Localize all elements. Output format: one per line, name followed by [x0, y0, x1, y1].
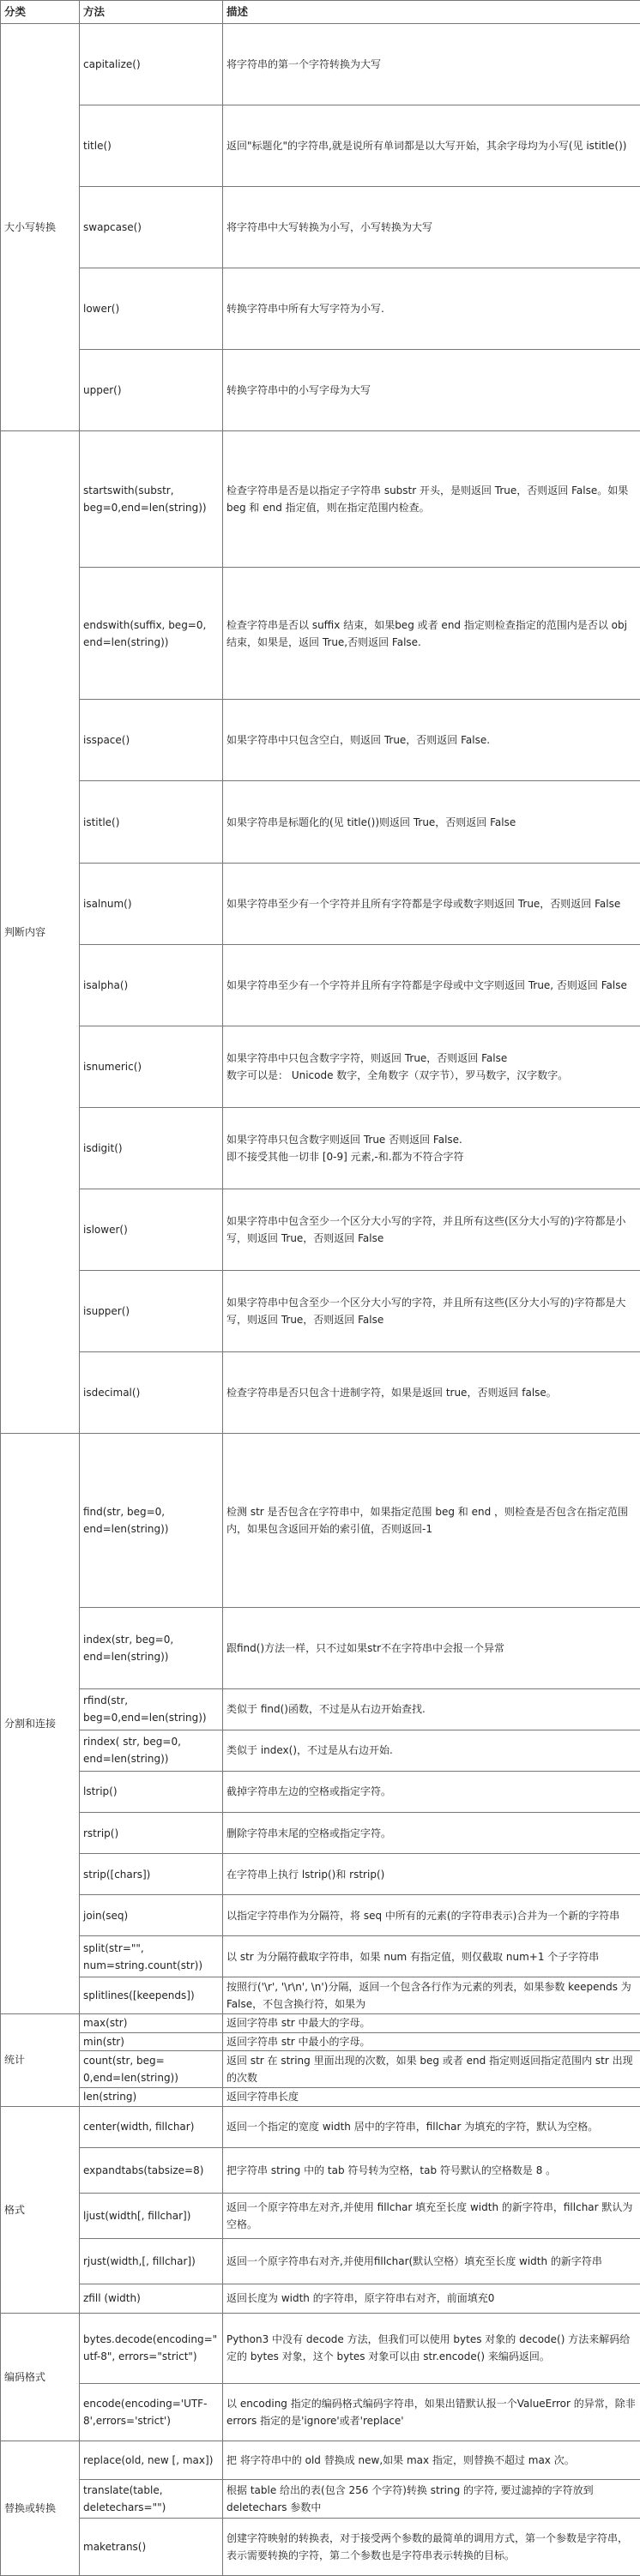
table-row	[1, 1688, 640, 1730]
method-cell: rfind(str, beg=0,end=len(string))	[80, 1688, 223, 1730]
method-cell: join(seq)	[80, 1895, 223, 1936]
table-row	[1, 105, 640, 187]
table-row	[1, 1977, 640, 2014]
table-row	[1, 863, 640, 944]
method-cell: isupper()	[80, 1271, 223, 1352]
table-row	[1, 2238, 640, 2284]
table-row	[1, 2480, 640, 2519]
method-cell: encode(encoding='UTF-8',errors='strict')	[80, 2383, 223, 2441]
description-cell: 返回长度为 width 的字符串，原字符串右对齐，前面填充0	[223, 2284, 640, 2314]
table-row	[1, 2193, 640, 2238]
method-cell: startswith(substr, beg=0,end=len(string))	[80, 431, 223, 568]
description-cell: 返回字符串长度	[223, 2088, 640, 2106]
method-cell: isspace()	[80, 700, 223, 781]
method-cell: split(str="", num=string.count(str))	[80, 1936, 223, 1977]
description-cell: 将字符串中大写转换为小写，小写转换为大写	[223, 187, 640, 268]
method-cell: swapcase()	[80, 187, 223, 268]
table-row	[1, 2032, 640, 2050]
description-cell: 按照行('\r', '\r\n', \n')分隔，返回一个包含各行作为元素的列表，如果参数 keepends 为 False，不包含换行符，如果为	[223, 1977, 640, 2014]
table-row	[1, 1107, 640, 1189]
method-cell: ljust(width[, fillchar])	[80, 2193, 223, 2238]
description-cell: 如果字符串只包含数字则返回 True 否则返回 False. 即不接受其他一切非 [0-9] 元素,-和.都为不符合字符	[223, 1107, 640, 1189]
method-cell: title()	[80, 105, 223, 187]
description-cell: 返回字符串 str 中最小的字母。	[223, 2032, 640, 2050]
table-row	[1, 1189, 640, 1270]
description-cell: 如果字符串中包含至少一个区分大小写的字符，并且所有这些(区分大小写的)字符都是大写，则返回 True，否则返回 False	[223, 1271, 640, 1352]
description-cell: 将字符串的第一个字符转换为大写	[223, 24, 640, 105]
table-row	[1, 1352, 640, 1434]
method-cell: isnumeric()	[80, 1026, 223, 1107]
description-cell: 返回一个原字符串左对齐,并使用 fillchar 填充至长度 width 的新字符串，fillchar 默认为空格。	[223, 2193, 640, 2238]
description-cell: 把 将字符串中的 old 替换成 new,如果 max 指定，则替换不超过 max 次。	[223, 2441, 640, 2480]
method-cell: center(width, fillchar)	[80, 2106, 223, 2147]
method-cell: isdigit()	[80, 1107, 223, 1189]
method-cell: maketrans()	[80, 2519, 223, 2576]
table-row	[1, 2383, 640, 2441]
table-row	[1, 2014, 640, 2032]
description-cell: 删除字符串末尾的空格或指定字符。	[223, 1813, 640, 1854]
description-cell: 如果字符串至少有一个字符并且所有字符都是字母或数字则返回 True，否则返回 False	[223, 863, 640, 944]
description-cell: 如果字符串至少有一个字符并且所有字符都是字母或中文字则返回 True, 否则返回 False	[223, 944, 640, 1026]
method-cell: strip([chars])	[80, 1854, 223, 1895]
table-row	[1, 350, 640, 431]
description-cell: 以指定字符串作为分隔符，将 seq 中所有的元素(的字符串表示)合并为一个新的字符串	[223, 1895, 640, 1936]
table-row	[1, 1026, 640, 1107]
description-cell: 根据 table 给出的表(包含 256 个字符)转换 string 的字符, 要过滤掉的字符放到 deletechars 参数中	[223, 2480, 640, 2519]
table-row	[1, 2147, 640, 2193]
table-row	[1, 268, 640, 350]
table-row	[1, 1936, 640, 1977]
table-row	[1, 700, 640, 781]
description-cell: 创建字符映射的转换表，对于接受两个参数的最简单的调用方式，第一个参数是字符串，表示需要转换的字符，第二个参数也是字符串表示转换的目标。	[223, 2519, 640, 2576]
table-row	[1, 2106, 640, 2147]
description-cell: 返回 str 在 string 里面出现的次数，如果 beg 或者 end 指定则返回指定范围内 str 出现的次数	[223, 2051, 640, 2088]
description-cell: 如果字符串中只包含空白，则返回 True，否则返回 False.	[223, 700, 640, 781]
category-cell: 格式	[1, 2106, 80, 2313]
header-row	[1, 1, 640, 24]
description-cell: 检测 str 是否包含在字符串中，如果指定范围 beg 和 end ，则检查是否包含在指定范围内，如果包含返回开始的索引值，否则返回-1	[223, 1434, 640, 1607]
method-cell: count(str, beg= 0,end=len(string))	[80, 2051, 223, 2088]
description-cell: 类似于 find()函数，不过是从右边开始查找.	[223, 1688, 640, 1730]
table-row	[1, 1895, 640, 1936]
method-cell: istitle()	[80, 781, 223, 863]
table-row	[1, 2313, 640, 2383]
method-cell: replace(old, new [, max])	[80, 2441, 223, 2480]
table-row	[1, 24, 640, 105]
description-cell: 在字符串上执行 lstrip()和 rstrip()	[223, 1854, 640, 1895]
method-cell: islower()	[80, 1189, 223, 1270]
method-cell: isdecimal()	[80, 1352, 223, 1434]
description-cell: 转换字符串中的小写字母为大写	[223, 350, 640, 431]
method-cell: rindex( str, beg=0, end=len(string))	[80, 1730, 223, 1771]
method-cell: max(str)	[80, 2014, 223, 2032]
category-cell: 分割和连接	[1, 1434, 80, 2014]
description-cell: 把字符串 string 中的 tab 符号转为空格，tab 符号默认的空格数是 8 。	[223, 2147, 640, 2193]
description-cell: 截掉字符串左边的空格或指定字符。	[223, 1771, 640, 1812]
table-row	[1, 1854, 640, 1895]
description-cell: 返回字符串 str 中最大的字母。	[223, 2014, 640, 2032]
table-row	[1, 2051, 640, 2088]
method-cell: upper()	[80, 350, 223, 431]
method-cell: expandtabs(tabsize=8)	[80, 2147, 223, 2193]
category-cell: 统计	[1, 2014, 80, 2106]
table-row	[1, 2088, 640, 2106]
table-row	[1, 1271, 640, 1352]
header-category: 分类	[1, 1, 80, 24]
category-cell: 编码格式	[1, 2313, 80, 2441]
method-cell: len(string)	[80, 2088, 223, 2106]
method-cell: lstrip()	[80, 1771, 223, 1812]
description-cell: 返回"标题化"的字符串,就是说所有单词都是以大写开始，其余字母均为小写(见 istitle())	[223, 105, 640, 187]
description-cell: 跟find()方法一样，只不过如果str不在字符串中会报一个异常	[223, 1607, 640, 1688]
table-row	[1, 1813, 640, 1854]
description-cell: Python3 中没有 decode 方法，但我们可以使用 bytes 对象的 decode() 方法来解码给定的 bytes 对象，这个 bytes 对象可以由 str.encode() 来编码返回。	[223, 2313, 640, 2383]
description-cell: 如果字符串中只包含数字字符，则返回 True，否则返回 False 数字可以是： Unicode 数字，全角数字（双字节），罗马数字，汉字数字。	[223, 1026, 640, 1107]
method-cell: translate(table, deletechars="")	[80, 2480, 223, 2519]
description-cell: 类似于 index()，不过是从右边开始.	[223, 1730, 640, 1771]
table-row	[1, 1434, 640, 1607]
method-cell: bytes.decode(encoding="utf-8", errors="strict")	[80, 2313, 223, 2383]
method-cell: splitlines([keepends])	[80, 1977, 223, 2014]
table-row	[1, 1607, 640, 1688]
category-cell: 大小写转换	[1, 24, 80, 431]
table-row	[1, 567, 640, 699]
method-cell: index(str, beg=0, end=len(string))	[80, 1607, 223, 1688]
method-cell: lower()	[80, 268, 223, 350]
description-cell: 返回一个原字符串右对齐,并使用fillchar(默认空格）填充至长度 width 的新字符串	[223, 2238, 640, 2284]
table-row	[1, 2519, 640, 2576]
method-cell: isalpha()	[80, 944, 223, 1026]
category-cell: 替换或转换	[1, 2441, 80, 2576]
header-description: 描述	[223, 1, 640, 24]
header-method: 方法	[80, 1, 223, 24]
method-cell: rjust(width,[, fillchar])	[80, 2238, 223, 2284]
description-cell: 检查字符串是否以 suffix 结束，如果beg 或者 end 指定则检查指定的范围内是否以 obj 结束，如果是，返回 True,否则返回 False.	[223, 567, 640, 699]
description-cell: 检查字符串是否只包含十进制字符，如果是返回 true，否则返回 false。	[223, 1352, 640, 1434]
method-cell: find(str, beg=0, end=len(string))	[80, 1434, 223, 1607]
description-cell: 转换字符串中所有大写字符为小写.	[223, 268, 640, 350]
method-cell: rstrip()	[80, 1813, 223, 1854]
table-row	[1, 2284, 640, 2314]
method-cell: isalnum()	[80, 863, 223, 944]
description-cell: 检查字符串是否是以指定子字符串 substr 开头，是则返回 True，否则返回 False。如果beg 和 end 指定值，则在指定范围内检查。	[223, 431, 640, 568]
method-cell: capitalize()	[80, 24, 223, 105]
table-row	[1, 2441, 640, 2480]
description-cell: 如果字符串中包含至少一个区分大小写的字符，并且所有这些(区分大小写的)字符都是小写，则返回 True，否则返回 False	[223, 1189, 640, 1270]
description-cell: 以 encoding 指定的编码格式编码字符串，如果出错默认报一个ValueError 的异常，除非 errors 指定的是'ignore'或者'replace'	[223, 2383, 640, 2441]
table-row	[1, 431, 640, 568]
table-body	[1, 24, 640, 2576]
table-row	[1, 1730, 640, 1771]
method-cell: endswith(suffix, beg=0, end=len(string))	[80, 567, 223, 699]
category-cell: 判断内容	[1, 431, 80, 1434]
table-row	[1, 781, 640, 863]
method-cell: zfill (width)	[80, 2284, 223, 2314]
description-cell: 如果字符串是标题化的(见 title())则返回 True，否则返回 False	[223, 781, 640, 863]
table-row	[1, 1771, 640, 1812]
method-cell: min(str)	[80, 2032, 223, 2050]
table-row	[1, 944, 640, 1026]
description-cell: 以 str 为分隔符截取字符串，如果 num 有指定值，则仅截取 num+1 个子字符串	[223, 1936, 640, 1977]
description-cell: 返回一个指定的宽度 width 居中的字符串，fillchar 为填充的字符，默认为空格。	[223, 2106, 640, 2147]
table-row	[1, 187, 640, 268]
